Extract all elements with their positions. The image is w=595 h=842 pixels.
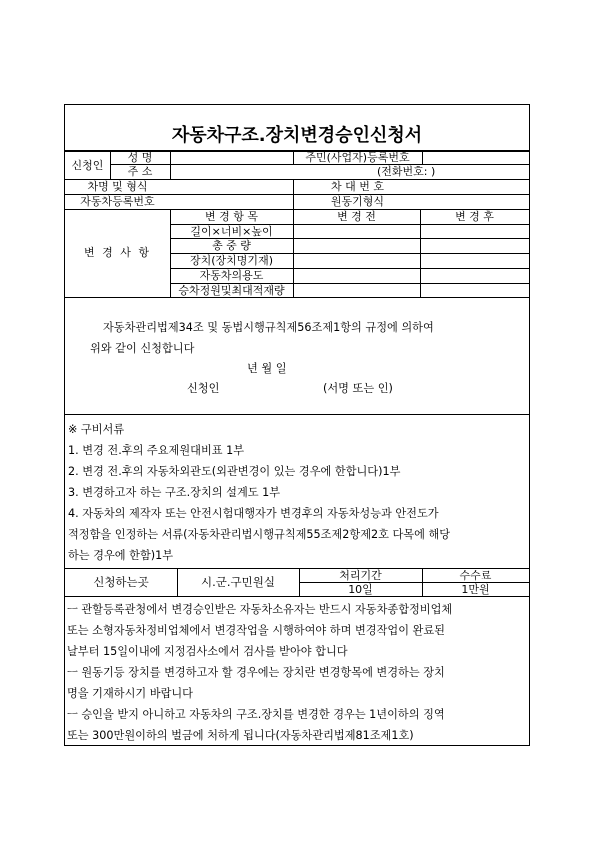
statement-sign-label: (서명 또는 인) bbox=[323, 382, 393, 395]
applicant-section-label: 신청인 bbox=[71, 159, 104, 172]
office-value: 시.군.구민원실 bbox=[201, 575, 275, 589]
engine-label: 원동기형식 bbox=[330, 195, 385, 208]
statement-divider bbox=[65, 414, 529, 415]
statement-line-1: 자동차관리법제34조 및 동법시행규칙제56조제1항의 규정에 의하여 bbox=[103, 321, 434, 334]
vehicle-model-label: 차명 및 형식 bbox=[87, 180, 148, 193]
chassis-label: 차 대 번 호 bbox=[331, 180, 384, 193]
document-line: 1. 변경 전.후의 주요제원대비표 1부 bbox=[68, 444, 245, 457]
col-change-item: 변 경 항 목 bbox=[205, 210, 258, 223]
change-item: 자동차의용도 bbox=[199, 269, 264, 282]
document-line: 4. 자동차의 제작자 또는 안전시험대행자가 변경후의 자동차성능과 안전도가 bbox=[68, 507, 439, 520]
period-value: 10일 bbox=[348, 583, 373, 596]
note-line: 날부터 15일이내에 지정검사소에서 검사를 받아야 합니다 bbox=[67, 645, 348, 658]
change-item: 총 중 량 bbox=[212, 239, 251, 252]
change-item: 승차정원및최대적재량 bbox=[178, 284, 285, 297]
office-label: 신청하는곳 bbox=[93, 575, 149, 589]
note-line: ㅡ 승인을 받지 아니하고 자동차의 구조.장치를 변경한 경우는 1년이하의 징역 bbox=[67, 708, 445, 721]
address-label: 주 소 bbox=[127, 165, 153, 178]
period-label: 처리기간 bbox=[339, 569, 382, 582]
statement-date: 년 월 일 bbox=[247, 362, 287, 375]
phone-label: (전화번호: ) bbox=[377, 165, 436, 178]
change-item: 길이×너비×높이 bbox=[190, 225, 273, 238]
col-before: 변 경 전 bbox=[337, 210, 376, 223]
note-line: 명을 기재하시기 바랍니다 bbox=[67, 687, 193, 700]
document-line: 3. 변경하고자 하는 구조.장치의 설계도 1부 bbox=[68, 486, 281, 499]
change-item: 장치(장치명기재) bbox=[190, 254, 273, 267]
documents-header: ※ 구비서류 bbox=[68, 423, 125, 436]
statement-applicant-label: 신청인 bbox=[187, 382, 220, 395]
document-line: 적정함을 인정하는 서류(자동차관리법시행규칙제55조제2항제2호 다목에 해당 bbox=[68, 528, 451, 541]
note-line: ㅡ 관할등록관청에서 변경승인받은 자동차소유자는 반드시 자동차종합정비업체 bbox=[67, 603, 453, 616]
application-form bbox=[64, 104, 530, 746]
name-label: 성 명 bbox=[127, 151, 153, 164]
document-line: 하는 경우에 한함)1부 bbox=[68, 549, 174, 562]
reg-no-label: 주민(사업자)등록번호 bbox=[305, 151, 410, 164]
col-after: 변 경 후 bbox=[455, 210, 494, 223]
note-line: ㅡ 원동기등 장치를 변경하고자 할 경우에는 장치란 변경항목에 변경하는 장치 bbox=[67, 666, 445, 679]
form-title: 자동차구조.장치변경승인신청서 bbox=[171, 125, 423, 146]
fee-label: 수수료 bbox=[459, 569, 492, 582]
changes-section-label: 변 경 사 항 bbox=[84, 246, 151, 259]
document-line: 2. 변경 전.후의 자동차외관도(외관변경이 있는 경우에 한합니다)1부 bbox=[68, 465, 401, 478]
vehicle-reg-label: 자동차등록번호 bbox=[80, 195, 155, 208]
note-line: 또는 소형자동차정비업체에서 변경작업을 시행하여야 하며 변경작업이 완료된 bbox=[67, 624, 445, 637]
note-line: 또는 300만원이하의 벌금에 처하게 됩니다(자동차관리법제81조제1호) bbox=[67, 729, 414, 742]
statement-line-2: 위와 같이 신청합니다 bbox=[90, 342, 195, 355]
fee-value: 1만원 bbox=[461, 583, 490, 596]
